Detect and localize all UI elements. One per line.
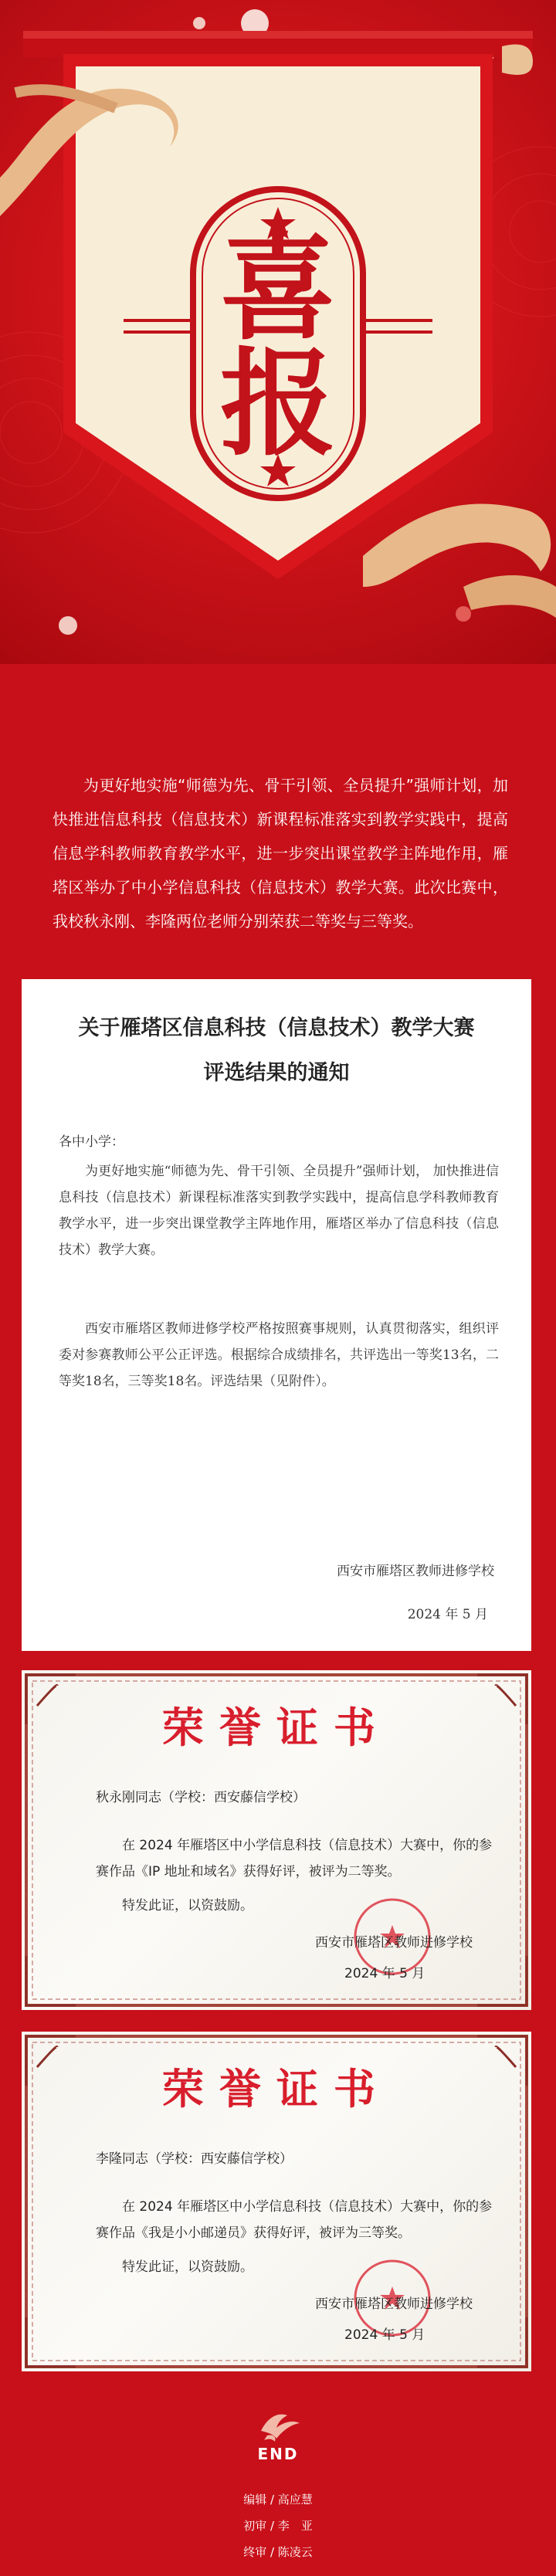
intro-paragraph: 为更好地实施“师德为先、骨干引领、全员提升”强师计划，加快推进信息科技（信息技术）新课程标准落实到教学实践中，提高信息学科教师教育教学水平，进一步突出课堂教学主阵地作用，雁塔区举办了中小学信息科技（信息技术）教学大赛。此次比赛中，我校秋永刚、李隆两位老师分别荣获二等奖与三等奖。 [53,776,508,930]
certificate-title: 荣誉证书 [162,2064,391,2113]
dot-decoration [59,616,77,635]
hero-banner [0,0,556,664]
ribbon-curl [502,45,533,75]
certificate-second-prize [22,1670,531,2010]
certificate-date: 2024 年 5 月 [344,2327,425,2343]
notice-signature: 西安市雁塔区教师进修学校 [337,1564,494,1579]
certificate-closing: 特发此证，以资鼓励。 [122,1898,253,1913]
hero-illustration [0,0,556,664]
notice-title-line2: 评选结果的通知 [203,1061,350,1085]
credit-first-review: 初审 / 李 亚 [243,2519,313,2533]
dove-icon [253,2408,303,2445]
certificate-recipient: 秋永刚同志（学校：西安藤信学校） [96,1790,306,1805]
notice-date: 2024 年 5 月 [407,1607,488,1622]
certificate-body: 在 2024 年雁塔区中小学信息科技（信息技术）大赛中，你的参赛作品《我是小小邮递员》获得好评，被评为三等奖。 [96,2199,493,2241]
certificate-date: 2024 年 5 月 [344,1966,425,1981]
gold-ribbon-bottom [363,504,551,588]
notice-paragraph-1: 为更好地实施“师德为先、骨干引领、全员提升”强师计划， 加快推进信息科技（信息技术）新课程标准落实到教学实践中，提高信息学科教师教育教学水平，进一步突出课堂教学主阵地作用，雁塔区举办了信息科技（信息技术）教学大赛。 [59,1164,499,1258]
notice-salutation: 各中小学： [59,1134,124,1150]
certificate-title: 荣誉证书 [162,1703,391,1752]
dot-decoration [456,606,471,622]
notice-paragraph-2: 西安市雁塔区教师进修学校严格按照赛事规则，认真贯彻落实，组织评委对参赛教师公平公正评选。根据综合成绩排名，共评选出一等奖13名，二等奖18名，三等奖18名。评选结果（见附件）。 [59,1321,499,1389]
certificate-body: 在 2024 年雁塔区中小学信息科技（信息技术）大赛中，你的参赛作品《IP 地址和域名》获得好评，被评为二等奖。 [96,1838,493,1879]
hero-char-bottom: 报 [219,336,337,472]
end-label: END [257,2445,299,2463]
certificate-signature: 西安市雁塔区教师进修学校 [315,1935,473,1951]
dot-decoration [193,17,205,29]
notice-title-line1: 关于雁塔区信息科技（信息技术）教学大赛 [78,1016,475,1040]
notice-document [22,979,531,1651]
certificate-recipient: 李隆同志（学校：西安藤信学校） [96,2151,293,2167]
hero-char-top: 喜 [219,220,337,356]
certificate-closing: 特发此证，以资鼓励。 [122,2259,253,2275]
credit-editor: 编辑 / 高应慧 [243,2493,313,2507]
certificate-third-prize [22,2032,531,2371]
credit-final-review: 终审 / 陈凌云 [243,2545,313,2559]
certificate-signature: 西安市雁塔区教师进修学校 [315,2296,473,2312]
